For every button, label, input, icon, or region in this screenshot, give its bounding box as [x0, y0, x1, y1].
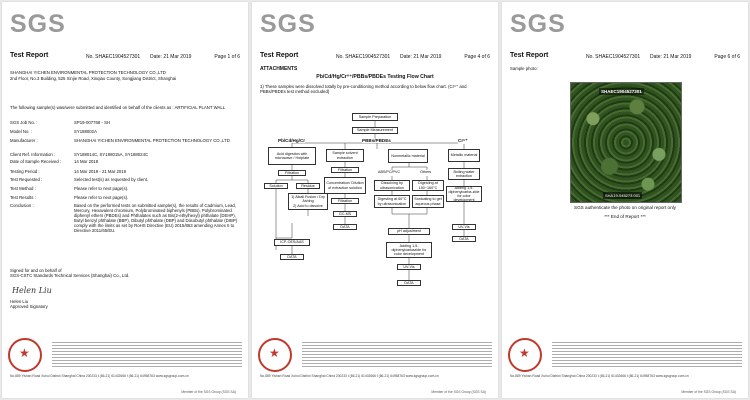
footer-phone: t (86-21) 61402666 f (86-21) 64958763: [97, 374, 155, 378]
member-note: Member of the SGS Group (SGS SA): [181, 390, 236, 394]
report-page-2: [252, 2, 498, 398]
field-label: Testing Period :: [10, 169, 40, 174]
flow-step-data: DATA: [397, 280, 421, 286]
sgs-logo: SGS: [260, 10, 316, 38]
field-label: Conclusion :: [10, 203, 34, 208]
member-note: Member of the SGS Group (SGS SA): [431, 390, 486, 394]
photo-tag: SHAEC1904527301: [601, 89, 642, 94]
page-number: Page 6 of 6: [714, 54, 740, 60]
sample-photo: [570, 82, 682, 203]
flow-step-color: Adding 1,5-diphenylcarbazide for color development: [386, 242, 432, 258]
field-value: 14 Mar 2019: [74, 159, 99, 164]
flow-step-filtration: Filtration: [331, 198, 359, 204]
page-header: [510, 52, 740, 62]
flow-step-digest: Digesting at 150~160°C: [412, 180, 444, 191]
flow-step-ph: pH adjustment: [388, 228, 430, 235]
flow-step-concentration: Concentration/ Dilution of extraction solution: [324, 177, 366, 194]
flow-step-gcms: GC-MS: [333, 211, 357, 217]
fine-print-block: [552, 340, 742, 368]
member-note: Member of the SGS Group (SGS SA): [681, 390, 736, 394]
flow-step-prep: Sample Preparation: [352, 113, 398, 121]
field-value: Please refer to next page(s).: [74, 186, 129, 191]
flow-step-measure: Sample Measurement: [352, 127, 398, 134]
field-label: Manufacturer :: [10, 138, 38, 143]
sample-intro: The following sample(s) was/were submitted and identified on behalf of the clients as : ARTIFICIAL PLANT WALL: [10, 105, 226, 110]
sgs-stamp-icon: [8, 338, 42, 372]
page-number: Page 1 of 6: [214, 54, 240, 60]
report-page-3: [502, 2, 748, 398]
field-label: Test Method :: [10, 186, 36, 191]
client-address: 2nd Floor, No.3 Building, 525 Xinjie Road, Xinqiao County, Songjiang District, Shanghai: [10, 76, 177, 81]
field-value: SP19-007768 - SH: [74, 120, 111, 125]
footer-web: www.sgsgroup.com.cn: [655, 374, 689, 378]
flow-step-residue: Residue: [296, 183, 320, 189]
fine-print-block: [302, 340, 492, 368]
report-title: Test Report: [260, 52, 299, 59]
field-label: Model No. :: [10, 129, 32, 134]
flow-step-color: Adding 1,5-diphenylcarba-zide for color development: [446, 186, 482, 202]
field-label: Date of Sample Received :: [10, 159, 62, 164]
flow-step-sonicate: Sonicating to get aqueous phase: [412, 195, 444, 208]
page-footer: [10, 374, 240, 384]
field-label: Test Results :: [10, 195, 36, 200]
flow-note: 1) These samples were dissolved totally by pre-conditioning method according to below flow chart. (Cr⁶⁺ and PBBs/PBDEs test method excluded): [260, 84, 467, 95]
flow-step-solution: Solution: [264, 183, 288, 189]
signature: Helen Liu: [12, 286, 52, 295]
flow-step-boil: Boiling water extraction: [448, 168, 480, 180]
fine-print-block: [52, 340, 242, 368]
signer-name: Helen Liu: [10, 299, 29, 304]
flow-step-uvvis: UV-Vis: [397, 264, 421, 270]
branch-abs: ABS/PC/PVC: [378, 170, 401, 174]
report-title: Test Report: [510, 52, 549, 59]
report-date: Date: 21 Mar 2019: [150, 54, 192, 60]
flow-step-solvent: Sample solvent extraction: [326, 149, 364, 162]
flow-step-dissolve: Dissolving by ultrasonication: [374, 180, 410, 191]
signed-for: Signed for and on behalf of SGS-CSTC Standards Technical Services (Shanghai) Co., Ltd.: [10, 268, 130, 279]
report-date: Date: 21 Mar 2019: [400, 54, 442, 60]
footer-web: www.sgsgroup.com.cn: [405, 374, 439, 378]
page-header: [10, 52, 240, 62]
footer-phone: t (86-21) 61402666 f (86-21) 64958763: [347, 374, 405, 378]
field-value: Please refer to next page(s).: [74, 195, 129, 200]
field-value: SHANGHAI YICHEN ENVIRONMENTAL PROTECTION TECHNOLOGY CO.,LTD: [74, 138, 230, 143]
footer-phone: t (86-21) 61402666 f (86-21) 64958763: [597, 374, 655, 378]
field-value: SY188002A: [74, 129, 97, 134]
page-footer: [510, 374, 740, 384]
flow-step-digest-ultrasonic: Digesting at 60°C by ultrasonication: [374, 195, 410, 208]
footer-address: No.889 Yishan Road Xuhui District Shanghai China 200233: [10, 374, 97, 378]
flow-step-metallic: Metallic material: [448, 149, 480, 162]
flow-step-data: DATA: [452, 236, 476, 242]
footer-web: www.sgsgroup.com.cn: [155, 374, 189, 378]
field-value: Selected test(s) as requested by client.: [74, 177, 149, 182]
report-date: Date: 21 Mar 2019: [650, 54, 692, 60]
column-pb: Pb/Cd/Hg/Cr: [278, 138, 306, 143]
flow-step-uvvis: UV-Vis: [452, 224, 476, 230]
report-title: Test Report: [10, 52, 49, 59]
photo-label: Sample photo:: [510, 66, 538, 71]
end-of-report: *** End of Report ***: [604, 214, 646, 219]
field-label: Client Ref. Information :: [10, 152, 56, 157]
footer-address: No.889 Yishan Road Xuhui District Shanghai China 200233: [260, 374, 347, 378]
flow-step-nonmetallic: Nonmetallic material: [388, 149, 428, 163]
column-pbb: PBBs/PBDEs: [362, 138, 391, 143]
field-value: SY188014C, SY188015A, SY188024C: [74, 152, 149, 157]
sgs-stamp-icon: [258, 338, 292, 372]
report-number: No. SHAEC1904527301: [86, 54, 141, 60]
field-value: 14 Mar 2019 - 21 Mar 2019: [74, 169, 127, 174]
flow-step-filtration: Filtration: [278, 170, 306, 176]
conclusion-text: Based on the performed tests on submitted sample(s), the results of Cadmium, Lead, Mercury, Hexavalent chromium, Polybrominated biphenyls (PBBs), Polybrominated diphenyl ethers (PBDEs) and Phthalates such as Bis(2-ethylhexyl) phthalate (DEHP), Butyl benzyl phthalate (BBP), Dibutyl phthalate (DBP) and Diisobutyl phthalate (DIBP) comply with the limits as set by RoHS Directive (EU) 2015/863 amending Annex II to Directive 2011/65/EU.: [74, 203, 238, 234]
report-number: No. SHAEC1904527301: [336, 54, 391, 60]
page-footer: [260, 374, 490, 384]
sgs-logo: SGS: [10, 10, 66, 38]
photo-caption: SHA19-045273.001: [605, 193, 641, 198]
sgs-logo: SGS: [510, 10, 566, 38]
flow-step-data: DATA: [280, 254, 304, 260]
branch-others: Others: [420, 170, 432, 174]
report-page-1: [2, 2, 248, 398]
flow-step-alkali: 1) Alkali Fusion / Dry Ashing 2) Acid to dissolve: [288, 193, 328, 210]
attachments-heading: ATTACHMENTS: [260, 66, 298, 72]
flow-step-data: DATA: [333, 224, 357, 230]
flow-step-icp: ICP-OES/AAS: [274, 239, 310, 246]
page-number: Page 4 of 6: [464, 54, 490, 60]
column-cr: Cr⁶⁺: [458, 138, 468, 143]
signer-title: Approved Signatory: [10, 304, 48, 309]
field-label: SGS Job No. :: [10, 120, 38, 125]
field-label: Test Requested :: [10, 177, 43, 182]
report-number: No. SHAEC1904527301: [586, 54, 641, 60]
flow-chart-title: Pb/Cd/Hg/Cr⁶⁺/PBBs/PBDEs Testing Flow Chart: [316, 74, 434, 80]
flow-step-acid: Acid digestion with microwave / Hotplate: [268, 147, 316, 165]
flow-step-filtration: Filtration: [331, 167, 359, 173]
auth-note: SGS authenticate the photo on original report only: [574, 205, 676, 210]
footer-address: No.889 Yishan Road Xuhui District Shanghai China 200233: [510, 374, 597, 378]
sgs-stamp-icon: [508, 338, 542, 372]
client-company: SHANGHAI YICHEN ENVIRONMENTAL PROTECTION TECHNOLOGY CO.,LTD: [10, 70, 166, 75]
